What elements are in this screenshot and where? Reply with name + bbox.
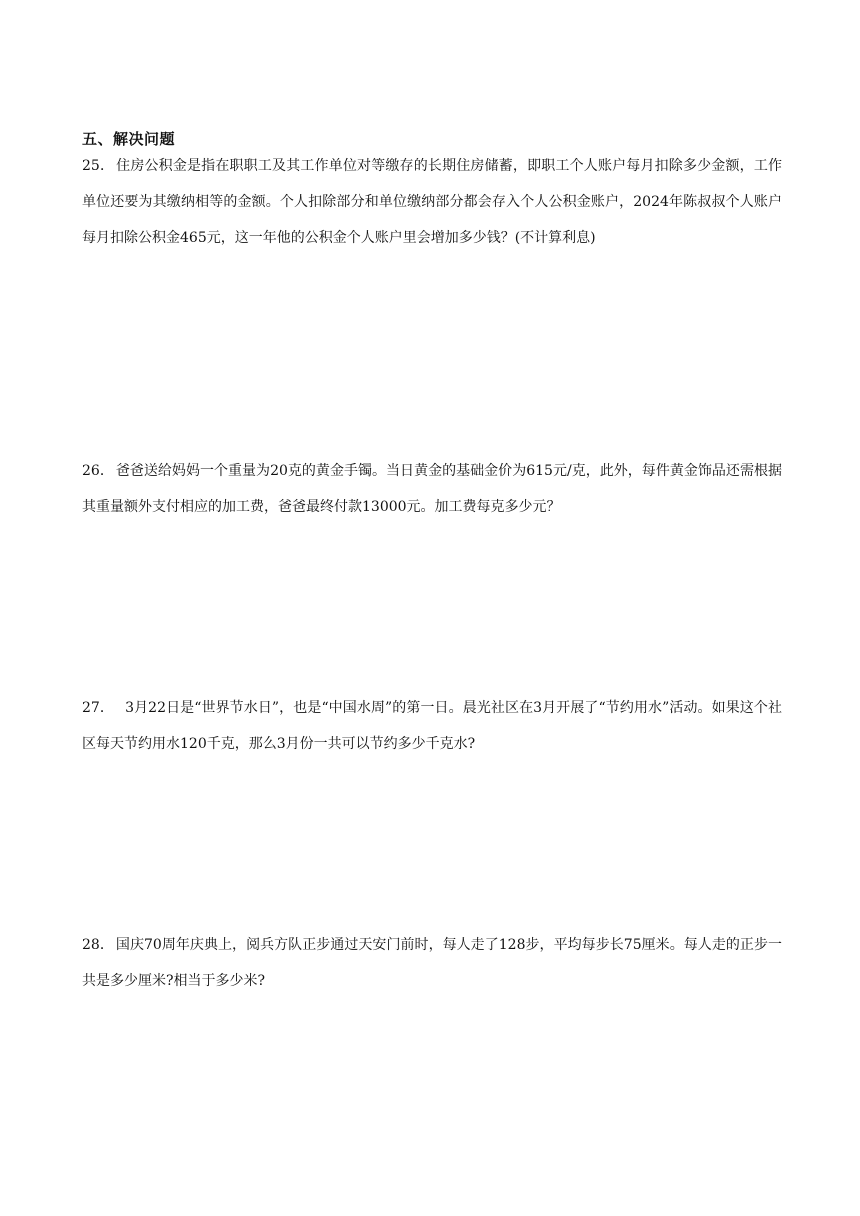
- question-number: 28．: [82, 937, 114, 953]
- question-text: 爸爸送给妈妈一个重量为20克的黄金手镯。当日黄金的基础金价为615元/克，此外，每件黄金饰品还需根据其重量额外支付相应的加工费，爸爸最终付款13000元。加工费每克多少元？: [82, 463, 782, 515]
- question-text: 国庆70周年庆典上，阅兵方队正步通过天安门前时，每人走了128步，平均每步长75厘米。每人走的正步一共是多少厘米?相当于多少米?: [82, 937, 782, 989]
- question-27: [82, 690, 782, 762]
- question-number: 27．: [82, 700, 114, 716]
- section-title: 五、解决问题: [82, 130, 176, 148]
- question-text: 3月22日是“世界节水日”，也是“中国水周”的第一日。晨光社区在3月开展了“节约用水”活动。如果这个社区每天节约用水120千克，那么3月份一共可以节约多少千克水?: [82, 700, 782, 752]
- question-26: [82, 453, 782, 525]
- question-28: [82, 927, 782, 999]
- question-number: 26．: [82, 463, 114, 479]
- question-25: [82, 148, 782, 256]
- question-number: 25．: [82, 158, 115, 174]
- question-text: 住房公积金是指在职职工及其工作单位对等缴存的长期住房储蓄，即职工个人账户每月扣除多少金额，工作单位还要为其缴纳相等的金额。个人扣除部分和单位缴纳部分都会存入个人公积金账户，2024年陈叔叔个人账户每月扣除公积金465元，这一年他的公积金个人账户里会增加多少钱？(不计算利息): [82, 158, 782, 246]
